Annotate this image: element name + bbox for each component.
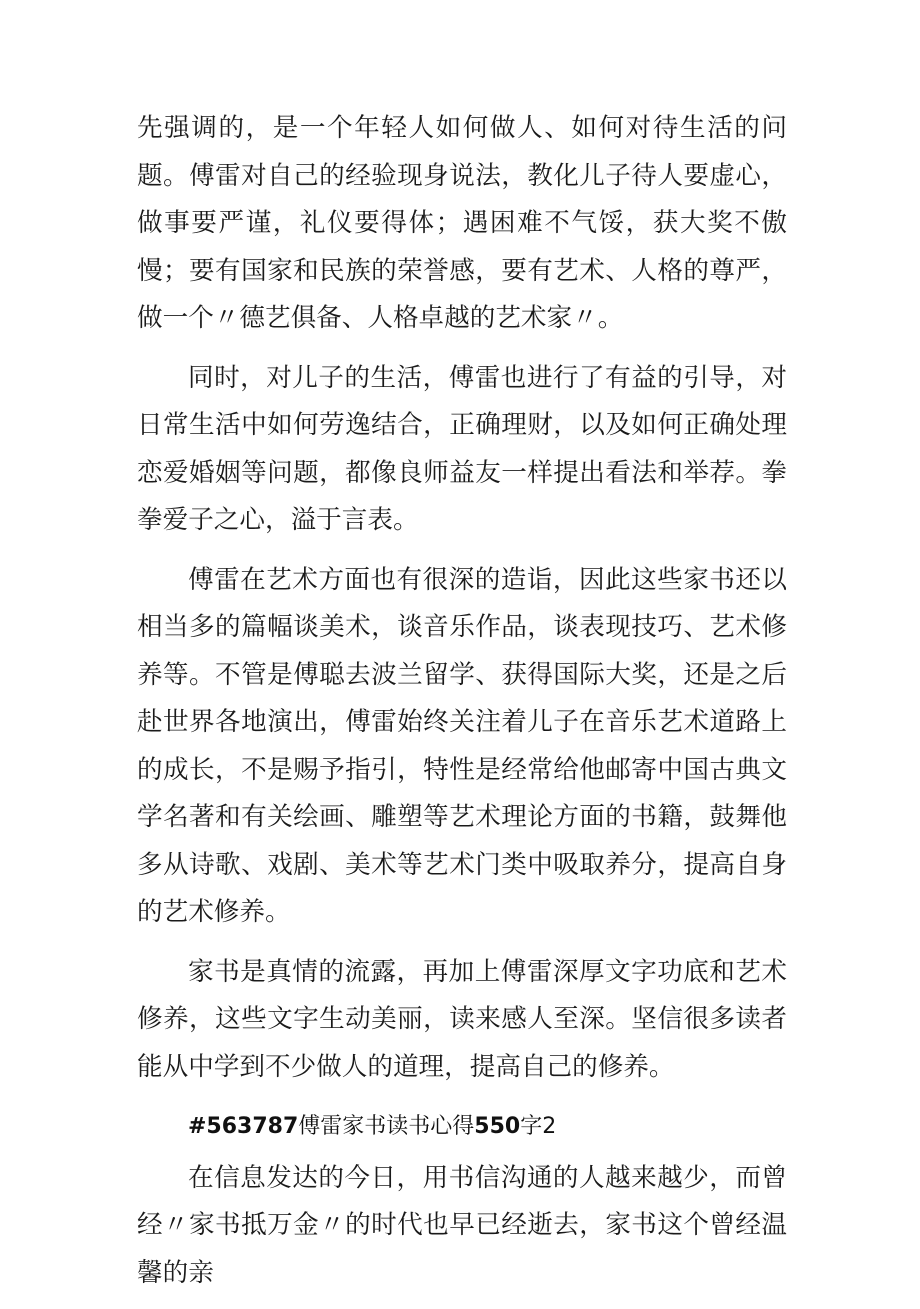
paragraph-1: 先强调的，是一个年轻人如何做人、如何对待生活的问题。傅雷对自己的经验现身说法，教化儿子待人要虚心，做事要严谨，礼仪要得体；遇困难不气馁，获大奖不傲慢；要有国家和民族的荣誉感，要有艺术、人格的尊严，做一个〃德艺俱备、人格卓越的艺术家〃。 (137, 113, 787, 333)
paragraph-3: 傅雷在艺术方面也有很深的造诣，因此这些家书还以相当多的篇幅谈美术，谈音乐作品，谈表现技巧、艺术修养等。不管是傅聪去波兰留学、获得国际大奖，还是之后赴世界各地演出，傅雷始终关注着儿子在音乐艺术道路上的成长，不是赐予指引，特性是经常给他邮寄中国古典文学名著和有关绘画、雕塑等艺术理论方面的书籍，鼓舞他多从诗歌、戏剧、美术等艺术门类中吸取养分，提高自身的艺术修养。 (137, 564, 787, 927)
paragraph-4: 家书是真情的流露，再加上傅雷深厚文字功底和艺术修养，这些文字生动美丽，读来感人至深。坚信很多读者能从中学到不少做人的道理，提高自己的修养。 (137, 956, 787, 1082)
paragraph-2: 同时，对儿子的生活，傅雷也进行了有益的引导，对日常生活中如何劳逸结合，正确理财，以及如何正确处理恋爱婚姻等问题，都像良师益友一样提出看法和举荐。拳拳爱子之心，溢于言表。 (137, 362, 787, 535)
paragraph-5: 在信息发达的今日，用书信沟通的人越来越少，而曾经〃家书抵万金〃的时代也早已经逝去，家书这个曾经温馨的亲 (137, 1162, 787, 1288)
heading-title: 傅雷家书读书心得 (298, 1114, 475, 1139)
heading-tag: #563787 (188, 1114, 299, 1139)
heading-suffix: 字2 (520, 1114, 557, 1139)
section-heading (137, 1103, 787, 1151)
document-body (137, 105, 787, 1309)
heading-count: 550 (474, 1114, 521, 1139)
